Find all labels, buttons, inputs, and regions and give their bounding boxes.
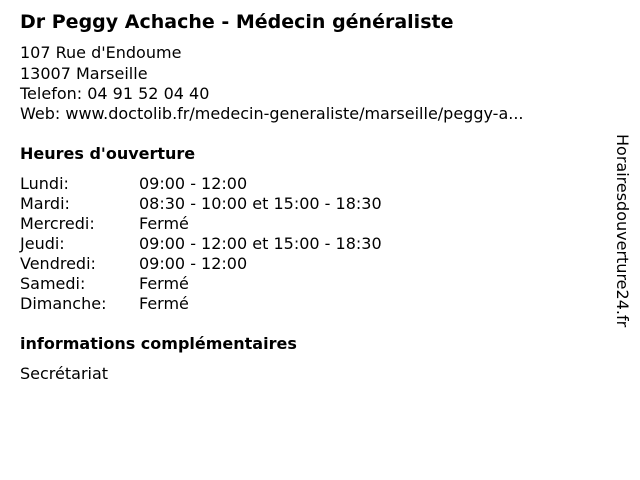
hours-day: Samedi:: [20, 274, 86, 293]
hours-time: Fermé: [139, 294, 189, 313]
hours-day: Mercredi:: [20, 214, 95, 233]
hours-time: 09:00 - 12:00: [139, 254, 248, 273]
web-line: Web: www.doctolib.fr/medecin-generaliste/marseille/peggy-a...: [20, 104, 524, 123]
hours-time: Fermé: [139, 274, 189, 293]
phone-line: Telefon: 04 91 52 04 40: [20, 84, 210, 103]
page-title: Dr Peggy Achache - Médecin généraliste: [20, 11, 454, 33]
address-city: 13007 Marseille: [20, 64, 148, 83]
site-watermark: Horairesdouverture24.fr: [613, 134, 632, 328]
hours-time: 08:30 - 10:00 et 15:00 - 18:30: [139, 194, 382, 213]
additional-info-text: Secrétariat: [20, 364, 109, 383]
hours-day: Mardi:: [20, 194, 70, 213]
hours-time: 09:00 - 12:00: [139, 174, 248, 193]
hours-time: 09:00 - 12:00 et 15:00 - 18:30: [139, 234, 382, 253]
address-street: 107 Rue d'Endoume: [20, 43, 182, 62]
hours-day: Vendredi:: [20, 254, 96, 273]
hours-day: Lundi:: [20, 174, 69, 193]
opening-hours-heading: Heures d'ouverture: [20, 144, 196, 163]
hours-day: Jeudi:: [20, 234, 65, 253]
hours-day: Dimanche:: [20, 294, 107, 313]
hours-time: Fermé: [139, 214, 189, 233]
additional-info-heading: informations complémentaires: [20, 334, 297, 353]
